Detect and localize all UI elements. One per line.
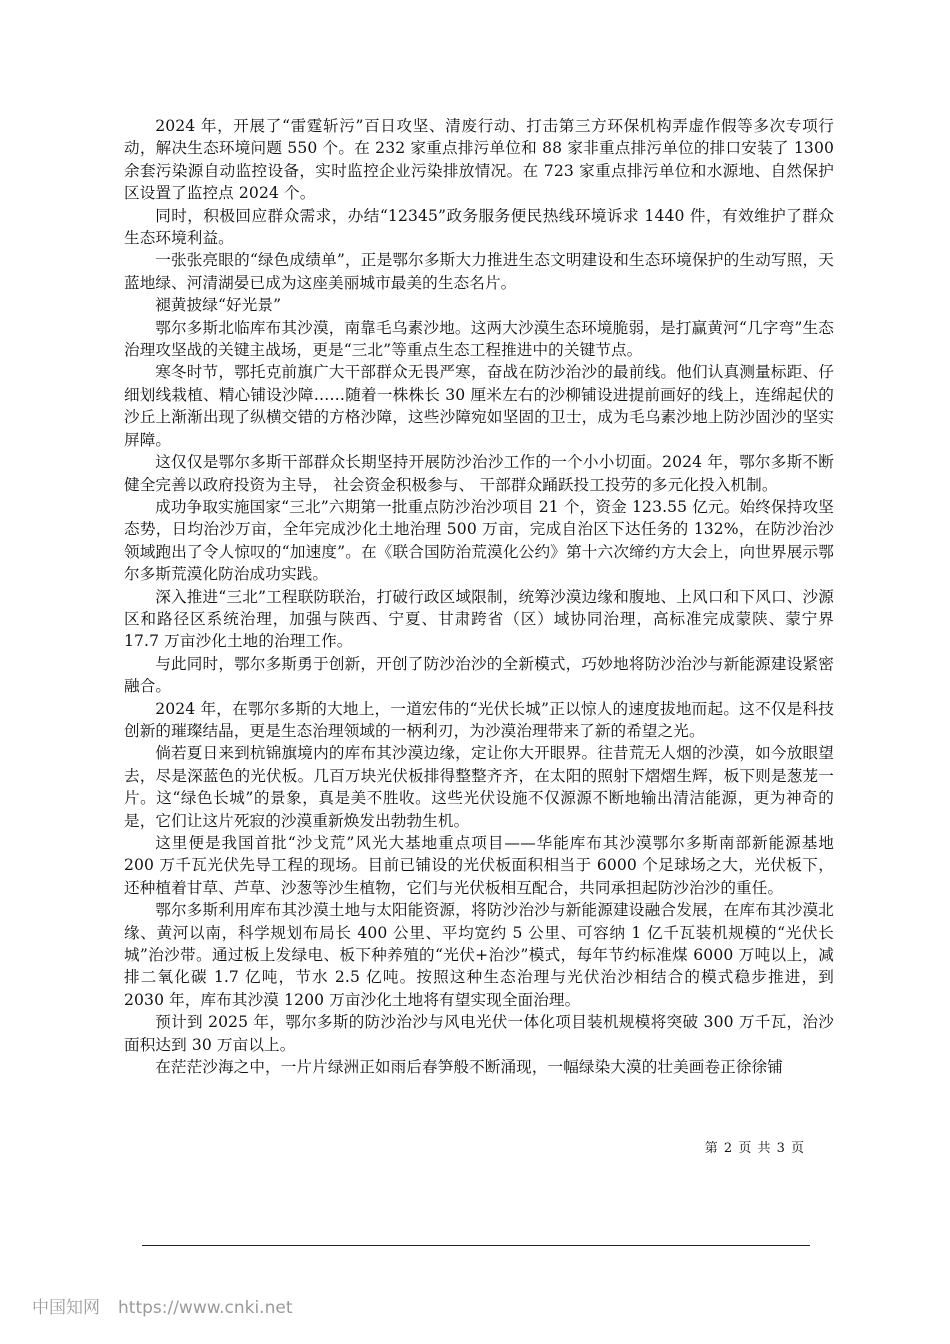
article-body	[124, 115, 834, 1078]
paragraph: 成功争取实施国家“三北”六期第一批重点防沙治沙项目 21 个，资金 123.55 亿元。始终保持攻坚态势，日均治沙万亩，全年完成沙化土地治理 500 万亩，完成自治区下达任务的 132%，在防沙治沙领域跑出了令人惊叹的“加速度”。在《联合国防治荒漠化公约》第十六次缔约方大会上，向世界展示鄂尔多斯荒漠化防治成功实践。	[124, 497, 834, 584]
paragraph: 一张张亮眼的“绿色成绩单”，正是鄂尔多斯大力推进生态文明建设和生态环境保护的生动写照，天蓝地绿、河清湖晏已成为这座美丽城市最美的生态名片。	[124, 251, 834, 292]
watermark	[32, 1293, 292, 1318]
paragraph: 与此同时，鄂尔多斯勇于创新，开创了防沙治沙的全新模式，巧妙地将防沙治沙与新能源建设紧密融合。	[124, 654, 834, 696]
paragraph: 这里便是我国首批“沙戈荒”风光大基地重点项目——华能库布其沙漠鄂尔多斯南部新能源基地 200 万千瓦光伏先导工程的现场。目前已铺设的光伏板面积相当于 6000 个足球场之大，光伏板下，还种植着甘草、芦草、沙葱等沙生植物，它们与光伏板相互配合，共同承担起防沙治沙的重任。	[124, 834, 834, 897]
page-number: 第 2 页 共 3 页	[704, 1141, 805, 1156]
paragraph: 这仅仅是鄂尔多斯干部群众长期坚持开展防沙治沙工作的一个小小切面。2024 年，鄂尔多斯不断健全完善以政府投资为主导， 社会资金积极参与、 干部群众踊跃投工投劳的多元化投入机制。	[124, 453, 834, 494]
paragraph: 寒冬时节，鄂托克前旗广大干部群众无畏严寒，奋战在防沙治沙的最前线。他们认真测量标距、仔细划线栽植、精心铺设沙障……随着一株株长 30 厘米左右的沙柳铺设进提前画好的线上，连绵起伏的沙丘上渐渐出现了纵横交错的方格沙障，这些沙障宛如坚固的卫士，成为毛乌素沙地上防沙固沙的坚实屏障。	[124, 363, 834, 449]
paragraph: 在茫茫沙海之中，一片片绿洲正如雨后春笋般不断涌现，一幅绿染大漠的壮美画卷正徐徐铺	[155, 1058, 783, 1077]
paragraph: 2024 年，在鄂尔多斯的大地上，一道宏伟的“光伏长城”正以惊人的速度拔地而起。这不仅是科技创新的璀璨结晶，更是生态治理领域的一柄利刃，为沙漠治理带来了新的希望之光。	[124, 699, 834, 740]
paragraph: 同时，积极回应群众需求，办结“12345”政务服务便民热线环境诉求 1440 件，有效维护了群众生态环境利益。	[124, 206, 834, 248]
watermark-site: 中国知网	[32, 1298, 100, 1318]
paragraph: 鄂尔多斯利用库布其沙漠土地与太阳能资源，将防沙治沙与新能源建设融合发展，在库布其沙漠北缘、黄河以南，科学规划布局长 400 公里、平均宽约 5 公里、可容纳 1 亿千瓦装机规模的“光伏长城”治沙带。通过板上发绿电、板下种养殖的“光伏+治沙”模式，每年节约标准煤 6000 万吨以上，减排二氧化碳 1.7 亿吨，节水 2.5 亿吨。按照这种生态治理与光伏治沙相结合的模式稳步推进，到 2030 年，库布其沙漠 1200 万亩沙化土地将有望实现全面治理。	[124, 901, 834, 1009]
paragraph: 鄂尔多斯北临库布其沙漠，南靠毛乌素沙地。这两大沙漠生态环境脆弱，是打赢黄河“几字弯”生态治理攻坚战的关键主战场，更是“三北”等重点生态工程推进中的关键节点。	[124, 318, 834, 360]
paragraph: 预计到 2025 年，鄂尔多斯的防沙治沙与风电光伏一体化项目装机规模将突破 300 万千瓦，治沙面积达到 30 万亩以上。	[124, 1013, 834, 1054]
paragraph: 倘若夏日来到杭锦旗境内的库布其沙漠边缘，定让你大开眼界。往昔荒无人烟的沙漠，如今放眼望去，尽是深蓝色的光伏板。几百万块光伏板排得整整齐齐，在太阳的照射下熠熠生辉，板下则是葱茏一片。这“绿色长城”的景象，真是美不胜收。这些光伏设施不仅源源不断地输出清洁能源，更为神奇的是，它们让这片死寂的沙漠重新焕发出勃勃生机。	[124, 744, 834, 830]
watermark-url[interactable]: https://www.cnki.net	[118, 1298, 293, 1318]
footer-divider	[142, 1245, 810, 1246]
paragraph: 深入推进“三北”工程联防联治，打破行政区域限制，统筹沙漠边缘和腹地、上风口和下风口、沙源区和路径区系统治理，加强与陕西、宁夏、甘肃跨省（区）域协同治理，高标准完成蒙陕、蒙宁界 17.7 万亩沙化土地的治理工作。	[124, 587, 834, 651]
section-heading: 褪黄披绿“好光景”	[155, 296, 282, 315]
paragraph: 2024 年，开展了“雷霆斩污”百日攻坚、清废行动、打击第三方环保机构弄虚作假等多次专项行动，解决生态环境问题 550 个。在 232 家重点排污单位和 88 家非重点排污单位的排口安装了 1300 余套污染源自动监控设备，实时监控企业污染排放情况。在 723 家重点排污单位和水源地、自然保护区设置了监控点 2024 个。	[124, 117, 834, 203]
